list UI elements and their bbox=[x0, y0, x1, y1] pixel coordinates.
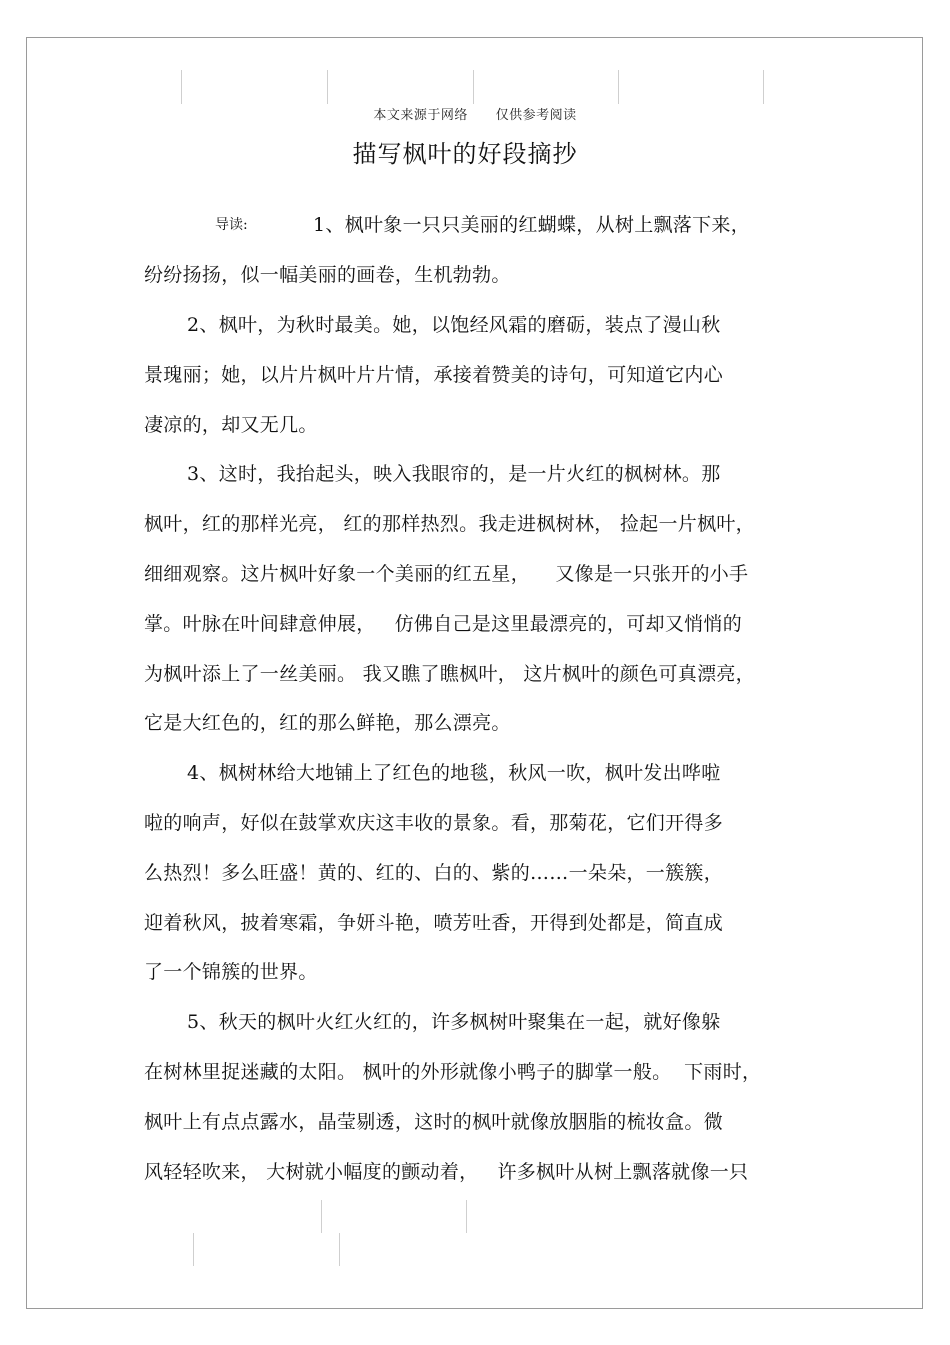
bottom-tick-2 bbox=[466, 1200, 467, 1233]
text-line: 为枫叶添上了一丝美丽。 我又瞧了瞧枫叶， 这片枫叶的颜色可真漂亮， bbox=[144, 663, 755, 685]
text-line: 风轻轻吹来， 大树就小幅度的颤动着， 许多枫叶从树上飘落就像一只 bbox=[144, 1161, 749, 1183]
top-tick-4 bbox=[618, 70, 619, 104]
document-title: 描写枫叶的好段摘抄 bbox=[352, 140, 578, 168]
text-line: 了一个锦簇的世界。 bbox=[144, 961, 318, 983]
text-line: 3、这时，我抬起头，映入我眼帘的，是一片火红的枫树林。那 bbox=[187, 463, 721, 485]
text-line: 2、枫叶，为秋时最美。她，以饱经风霜的磨砺，装点了漫山秋 bbox=[187, 314, 721, 336]
text-line: 纷纷扬扬，似一幅美丽的画卷，生机勃勃。 bbox=[144, 264, 511, 286]
bottom-tick-4 bbox=[339, 1233, 340, 1266]
top-tick-2 bbox=[327, 70, 328, 104]
text-line: 么热烈！多么旺盛！黄的、红的、白的、紫的……一朵朵，一簇簇， bbox=[144, 862, 724, 884]
text-line: 景瑰丽；她，以片片枫叶片片情，承接着赞美的诗句，可知道它内心 bbox=[144, 364, 724, 386]
text-line: 枫叶上有点点露水，晶莹剔透，这时的枫叶就像放胭脂的梳妆盒。微 bbox=[144, 1111, 724, 1133]
text-line: 在树林里捉迷藏的太阳。 枫叶的外形就像小鸭子的脚掌一般。 下雨时， bbox=[144, 1061, 762, 1083]
text-line: 5、秋天的枫叶火红火红的，许多枫树叶聚集在一起，就好像躲 bbox=[187, 1011, 721, 1033]
text-line: 凄凉的，却又无几。 bbox=[144, 414, 318, 436]
text-line: 4、枫树林给大地铺上了红色的地毯，秋风一吹，枫叶发出哗啦 bbox=[187, 762, 721, 784]
bottom-tick-1 bbox=[321, 1200, 322, 1233]
source-note: 本文来源于网络 仅供参考阅读 bbox=[373, 108, 577, 123]
top-tick-5 bbox=[763, 70, 764, 104]
text-line: 1、枫叶象一只只美丽的红蝴蝶，从树上飘落下来， bbox=[313, 214, 750, 236]
text-line: 枫叶，红的那样光亮， 红的那样热烈。我走进枫树林， 捡起一片枫叶， bbox=[144, 513, 755, 535]
text-line: 迎着秋风，披着寒霜，争妍斗艳，喷芳吐香，开得到处都是，简直成 bbox=[144, 912, 724, 934]
text-line: 它是大红色的，红的那么鲜艳，那么漂亮。 bbox=[144, 712, 511, 734]
top-tick-1 bbox=[181, 70, 182, 104]
top-tick-3 bbox=[473, 70, 474, 104]
text-line: 细细观察。这片枫叶好象一个美丽的红五星， 又像是一只张开的小手 bbox=[144, 563, 749, 585]
text-line: 啦的响声，好似在鼓掌欢庆这丰收的景象。看，那菊花，它们开得多 bbox=[144, 812, 724, 834]
lead-label: 导读: bbox=[215, 217, 248, 233]
text-line: 掌。叶脉在叶间肆意伸展， 仿佛自己是这里最漂亮的，可却又悄悄的 bbox=[144, 613, 743, 635]
bottom-tick-3 bbox=[193, 1233, 194, 1266]
